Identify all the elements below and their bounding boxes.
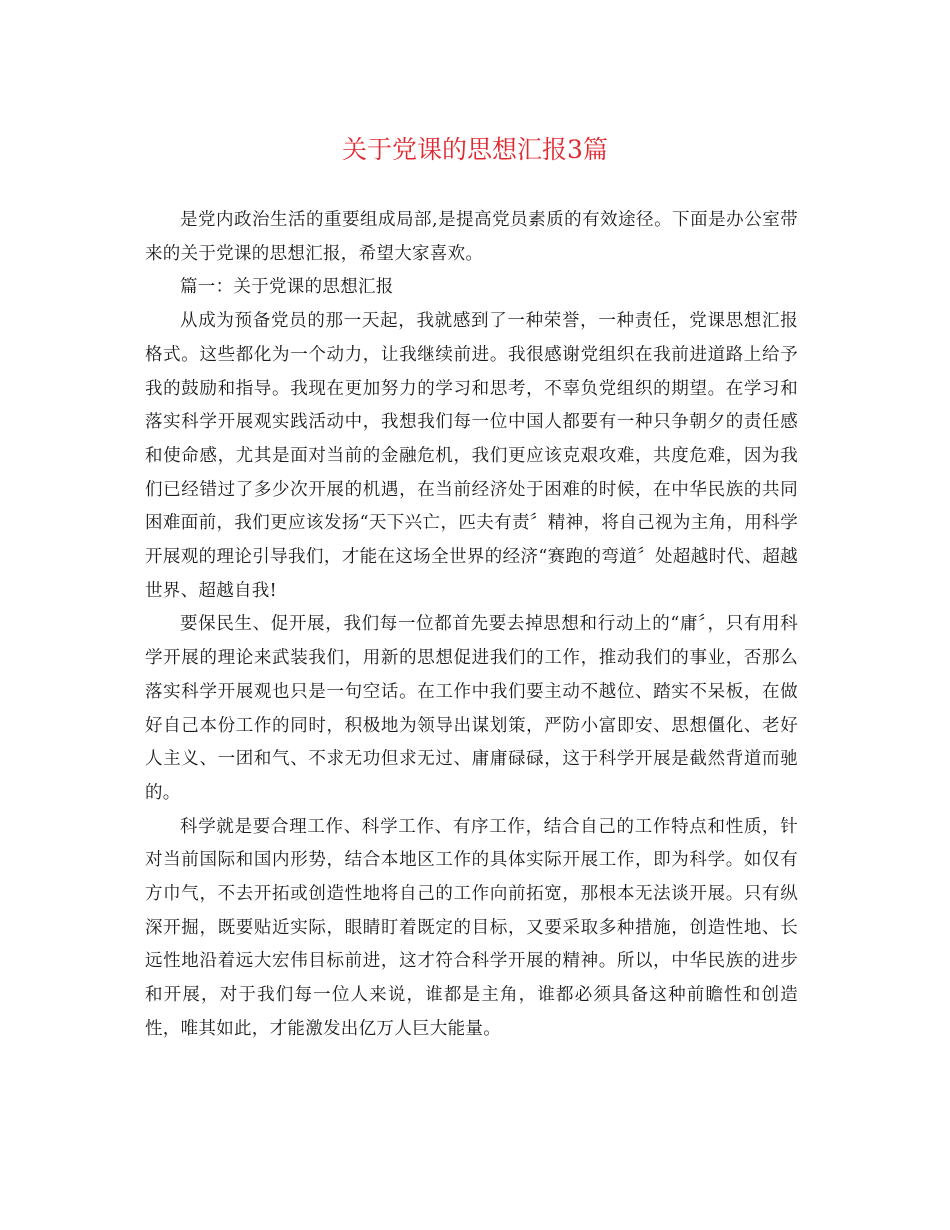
document-body	[145, 204, 798, 1047]
document-page	[145, 0, 805, 1230]
body-paragraph-3: 科学就是要合理工作、科学工作、有序工作，结合自己的工作特点和性质，针对当前国际和国内形势，结合本地区工作的具体实际开展工作，即为科学。如仅有方巾气，不去开拓或创造性地将自己的工作向前拓宽，那根本无法谈开展。只有纵深开掘，既要贴近实际，眼睛盯着既定的目标，又要采取多种措施，创造性地、长远性地沿着远大宏伟目标前进，这才符合科学开展的精神。所以，中华民族的进步和开展，对于我们每一位人来说，谁都是主角，谁都必须具备这种前瞻性和创造性，唯其如此，才能激发出亿万人巨大能量。	[145, 816, 798, 1039]
section-heading: 篇一：关于党课的思想汇报	[180, 277, 394, 298]
document-title: 关于党课的思想汇报3篇	[342, 135, 608, 164]
intro-paragraph: 是党内政治生活的重要组成局部,是提高党员素质的有效途径。下面是办公室带来的关于党课的思想汇报，希望大家喜欢。	[145, 210, 798, 264]
body-paragraph-1: 从成为预备党员的那一天起，我就感到了一种荣誉，一种责任，党课思想汇报格式。这些都化为一个动力，让我继续前进。我很感谢党组织在我前进道路上给予我的鼓励和指导。我现在更加努力的学习和思考，不辜负党组织的期望。在学习和落实科学开展观实践活动中，我想我们每一位中国人都要有一种只争朝夕的责任感和使命感，尤其是面对当前的金融危机，我们更应该克艰攻难，共度危难，因为我们已经错过了多少次开展的机遇，在当前经济处于困难的时候，在中华民族的共同困难面前，我们更应该发扬“天下兴亡，匹夫有责〞精神，将自己视为主角，用科学开展观的理论引导我们，才能在这场全世界的经济“赛跑的弯道〞处超越时代、超越世界、超越自我!	[145, 311, 798, 601]
body-paragraph-2: 要保民生、促开展，我们每一位都首先要去掉思想和行动上的“庸〞，只有用科学开展的理论来武装我们，用新的思想促进我们的工作，推动我们的事业，否那么落实科学开展观也只是一句空话。在工作中我们要主动不越位、踏实不呆板，在做好自己本份工作的同时，积极地为领导出谋划策，严防小富即安、思想僵化、老好人主义、一团和气、不求无功但求无过、庸庸碌碌，这于科学开展是截然背道而驰的。	[145, 614, 798, 803]
